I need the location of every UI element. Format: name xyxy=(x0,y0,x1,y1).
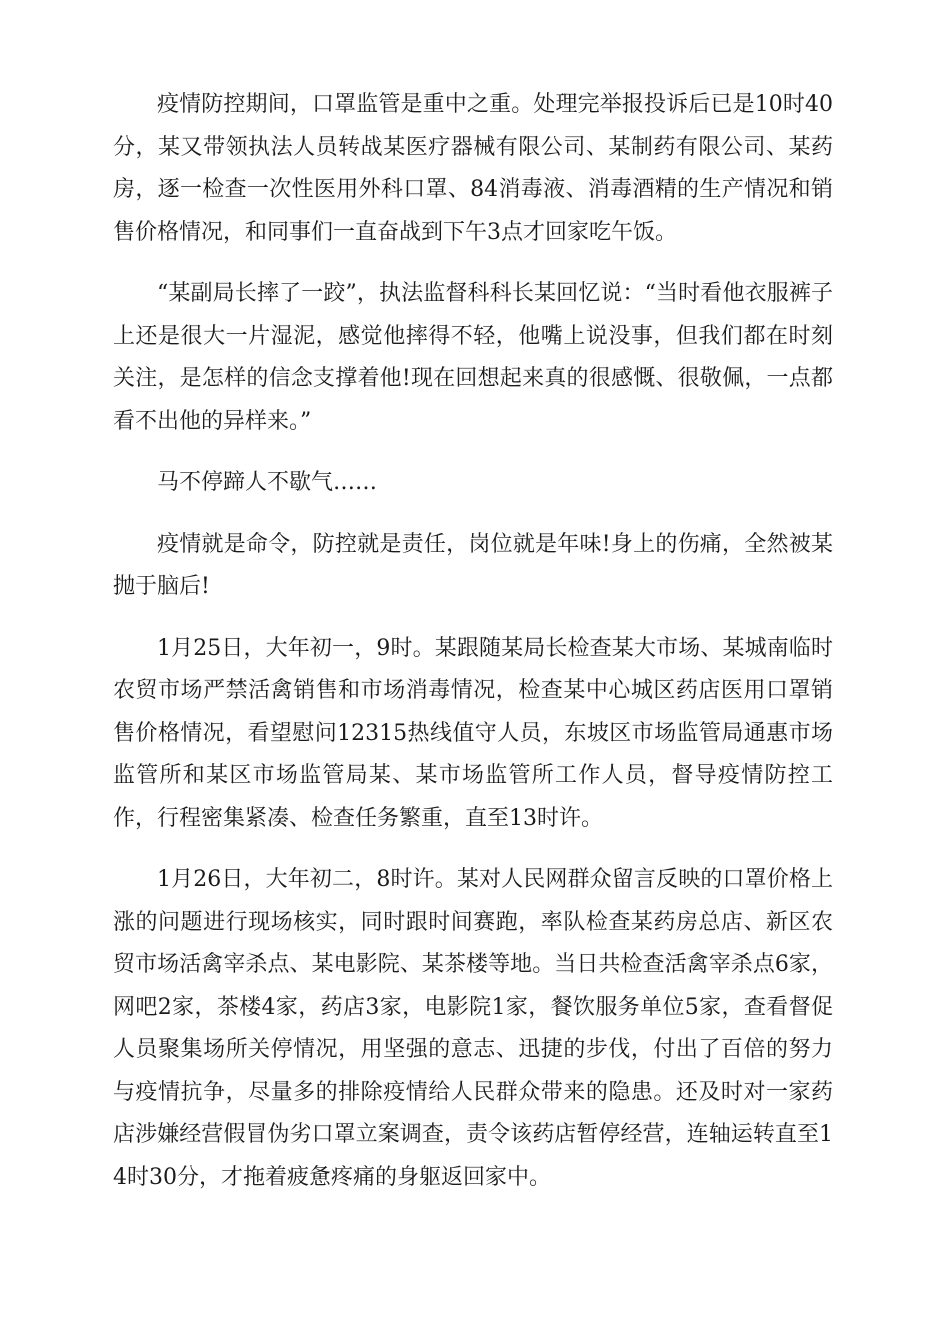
paragraph-nonstop: 马不停蹄人不歇气…… xyxy=(157,470,378,495)
paragraph-epidemic-command: 疫情就是命令，防控就是责任，岗位就是年味!身上的伤痛，全然被某抛于脑后! xyxy=(113,531,833,599)
paragraph-mask-supervision: 疫情防控期间，口罩监管是重中之重。处理完举报投诉后已是10时40分，某又带领执法人员转战某医疗器械有限公司、某制药有限公司、某药房，逐一检查一次性医用外科口罩、84消毒液、消毒酒精的生产情况和销售价格情况，和同事们一直奋战到下午3点才回家吃午饭。 xyxy=(113,92,833,245)
paragraph-jan-25: 1月25日，大年初一，9时。某跟随某局长检查某大市场、某城南临时农贸市场严禁活禽销售和市场消毒情况，检查某中心城区药店医用口罩销售价格情况，看望慰问12315热线值守人员，东坡区市场监管局通惠市场监管所和某区市场监管局某、某市场监管所工作人员，督导疫情防控工作，行程密集紧凑、检查任务繁重，直至13时许。 xyxy=(113,635,833,831)
paragraph-colleague-quote: “某副局长摔了一跤”，执法监督科科长某回忆说：“当时看他衣服裤子上还是很大一片湿泥，感觉他摔得不轻，他嘴上说没事，但我们都在时刻关注，是怎样的信念支撑着他!现在回想起来真的很感慨、很敬佩，一点都看不出他的异样来。” xyxy=(113,281,833,434)
paragraph-jan-26: 1月26日，大年初二，8时许。某对人民网群众留言反映的口罩价格上涨的问题进行现场核实，同时跟时间赛跑，率队检查某药房总店、新区农贸市场活禽宰杀点、某电影院、某茶楼等地。当日共检查活禽宰杀点6家，网吧2家，茶楼4家，药店3家，电影院1家，餐饮服务单位5家，查看督促人员聚集场所关停情况，用坚强的意志、迅捷的步伐，付出了百倍的努力与疫情抗争，尽量多的排除疫情给人民群众带来的隐患。还及时对一家药店涉嫌经营假冒伪劣口罩立案调查，责令该药店暂停经营，连轴运转直至14时30分，才拖着疲惫疼痛的身躯返回家中。 xyxy=(113,867,833,1190)
document-body xyxy=(113,84,833,1218)
